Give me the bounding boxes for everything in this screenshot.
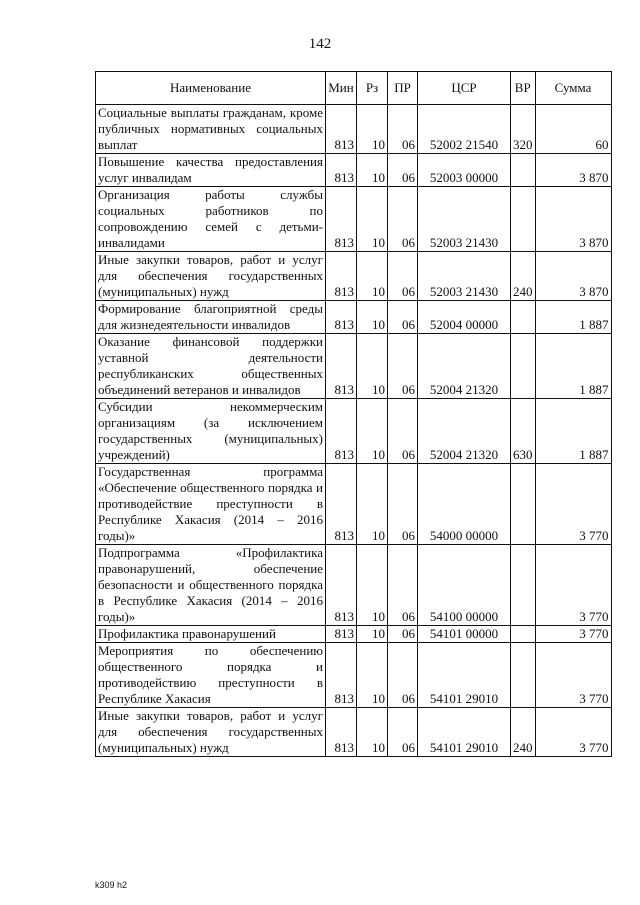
page-number: 142 xyxy=(308,36,332,52)
cell-rz: 10 xyxy=(357,643,388,708)
cell-csr: 54100 00000 xyxy=(418,545,511,626)
header-vr: ВР xyxy=(511,72,536,105)
cell-min: 813 xyxy=(326,626,357,643)
cell-sum: 3 770 xyxy=(535,708,611,757)
cell-vr: 240 xyxy=(511,252,536,301)
cell-pr: 06 xyxy=(388,301,418,334)
cell-name: Социальные выплаты гражданам, кроме публичных нормативных социальных выплат xyxy=(96,105,326,154)
cell-pr: 06 xyxy=(388,626,418,643)
cell-vr xyxy=(511,643,536,708)
table-body xyxy=(96,105,612,757)
cell-rz: 10 xyxy=(357,301,388,334)
cell-name: Мероприятия по обеспечению общественного порядка и противодействию преступности в Республике Хакасия xyxy=(96,643,326,708)
cell-pr: 06 xyxy=(388,464,418,545)
cell-min: 813 xyxy=(326,464,357,545)
cell-csr: 54101 29010 xyxy=(418,643,511,708)
cell-pr: 06 xyxy=(388,545,418,626)
table-row xyxy=(96,187,612,252)
cell-sum: 3 870 xyxy=(535,154,611,187)
cell-rz: 10 xyxy=(357,187,388,252)
cell-vr xyxy=(511,154,536,187)
cell-min: 813 xyxy=(326,643,357,708)
cell-min: 813 xyxy=(326,301,357,334)
cell-min: 813 xyxy=(326,399,357,464)
cell-rz: 10 xyxy=(357,708,388,757)
cell-sum: 3 770 xyxy=(535,545,611,626)
cell-pr: 06 xyxy=(388,643,418,708)
cell-csr: 52004 21320 xyxy=(418,334,511,399)
cell-pr: 06 xyxy=(388,154,418,187)
cell-vr xyxy=(511,334,536,399)
cell-name: Иные закупки товаров, работ и услуг для обеспечения государственных (муниципальных) нужд xyxy=(96,708,326,757)
cell-sum: 3 770 xyxy=(535,626,611,643)
cell-csr: 52004 21320 xyxy=(418,399,511,464)
table-row xyxy=(96,464,612,545)
cell-rz: 10 xyxy=(357,545,388,626)
header-rz: Рз xyxy=(357,72,388,105)
cell-name: Субсидии некоммерческим организациям (за исключением государственных (муниципальных) учреждений) xyxy=(96,399,326,464)
table-row xyxy=(96,105,612,154)
header-csr: ЦСР xyxy=(418,72,511,105)
cell-csr: 52002 21540 xyxy=(418,105,511,154)
cell-sum: 3 870 xyxy=(535,187,611,252)
cell-pr: 06 xyxy=(388,399,418,464)
cell-sum: 1 887 xyxy=(535,301,611,334)
cell-rz: 10 xyxy=(357,399,388,464)
cell-rz: 10 xyxy=(357,626,388,643)
cell-csr: 54101 29010 xyxy=(418,708,511,757)
cell-vr: 320 xyxy=(511,105,536,154)
cell-min: 813 xyxy=(326,545,357,626)
cell-csr: 52004 00000 xyxy=(418,301,511,334)
footer-code: k309 h2 xyxy=(95,880,128,890)
table-row xyxy=(96,626,612,643)
cell-name: Иные закупки товаров, работ и услуг для обеспечения государственных (муниципальных) нужд xyxy=(96,252,326,301)
cell-sum: 3 870 xyxy=(535,252,611,301)
cell-csr: 52003 21430 xyxy=(418,187,511,252)
cell-csr: 54101 00000 xyxy=(418,626,511,643)
header-name: Наименование xyxy=(96,72,326,105)
table-header-row xyxy=(96,72,612,105)
table-row xyxy=(96,643,612,708)
header-sum: Сумма xyxy=(535,72,611,105)
cell-vr xyxy=(511,187,536,252)
cell-pr: 06 xyxy=(388,334,418,399)
cell-pr: 06 xyxy=(388,105,418,154)
cell-name: Государственная программа «Обеспечение общественного порядка и противодействие преступности в Республике Хакасия (2014 – 2016 годы)» xyxy=(96,464,326,545)
table-row xyxy=(96,708,612,757)
cell-rz: 10 xyxy=(357,464,388,545)
cell-pr: 06 xyxy=(388,252,418,301)
cell-rz: 10 xyxy=(357,334,388,399)
cell-vr xyxy=(511,626,536,643)
cell-min: 813 xyxy=(326,708,357,757)
table-row xyxy=(96,154,612,187)
cell-rz: 10 xyxy=(357,154,388,187)
cell-min: 813 xyxy=(326,105,357,154)
cell-vr: 630 xyxy=(511,399,536,464)
cell-name: Организация работы службы социальных работников по сопровождению семей с детьми-инвалидами xyxy=(96,187,326,252)
cell-sum: 3 770 xyxy=(535,464,611,545)
cell-min: 813 xyxy=(326,154,357,187)
table-row xyxy=(96,399,612,464)
cell-rz: 10 xyxy=(357,105,388,154)
table-row xyxy=(96,545,612,626)
budget-table xyxy=(95,71,612,757)
cell-vr xyxy=(511,464,536,545)
cell-vr xyxy=(511,301,536,334)
cell-sum: 60 xyxy=(535,105,611,154)
table-row xyxy=(96,301,612,334)
header-min: Мин xyxy=(326,72,357,105)
cell-min: 813 xyxy=(326,334,357,399)
cell-csr: 52003 00000 xyxy=(418,154,511,187)
cell-csr: 54000 00000 xyxy=(418,464,511,545)
cell-pr: 06 xyxy=(388,708,418,757)
cell-sum: 1 887 xyxy=(535,334,611,399)
cell-min: 813 xyxy=(326,252,357,301)
cell-rz: 10 xyxy=(357,252,388,301)
cell-pr: 06 xyxy=(388,187,418,252)
cell-name: Оказание финансовой поддержки уставной деятельности республиканских общественных объединений ветеранов и инвалидов xyxy=(96,334,326,399)
cell-sum: 1 887 xyxy=(535,399,611,464)
cell-name: Повышение качества предоставления услуг инвалидам xyxy=(96,154,326,187)
cell-vr xyxy=(511,545,536,626)
table-row xyxy=(96,252,612,301)
cell-name: Профилактика правонарушений xyxy=(96,626,326,643)
cell-csr: 52003 21430 xyxy=(418,252,511,301)
table-row xyxy=(96,334,612,399)
cell-name: Подпрограмма «Профилактика правонарушений, обеспечение безопасности и общественного порядка в Республике Хакасия (2014 – 2016 годы)» xyxy=(96,545,326,626)
cell-sum: 3 770 xyxy=(535,643,611,708)
cell-min: 813 xyxy=(326,187,357,252)
header-pr: ПР xyxy=(388,72,418,105)
cell-vr: 240 xyxy=(511,708,536,757)
cell-name: Формирование благоприятной среды для жизнедеятельности инвалидов xyxy=(96,301,326,334)
